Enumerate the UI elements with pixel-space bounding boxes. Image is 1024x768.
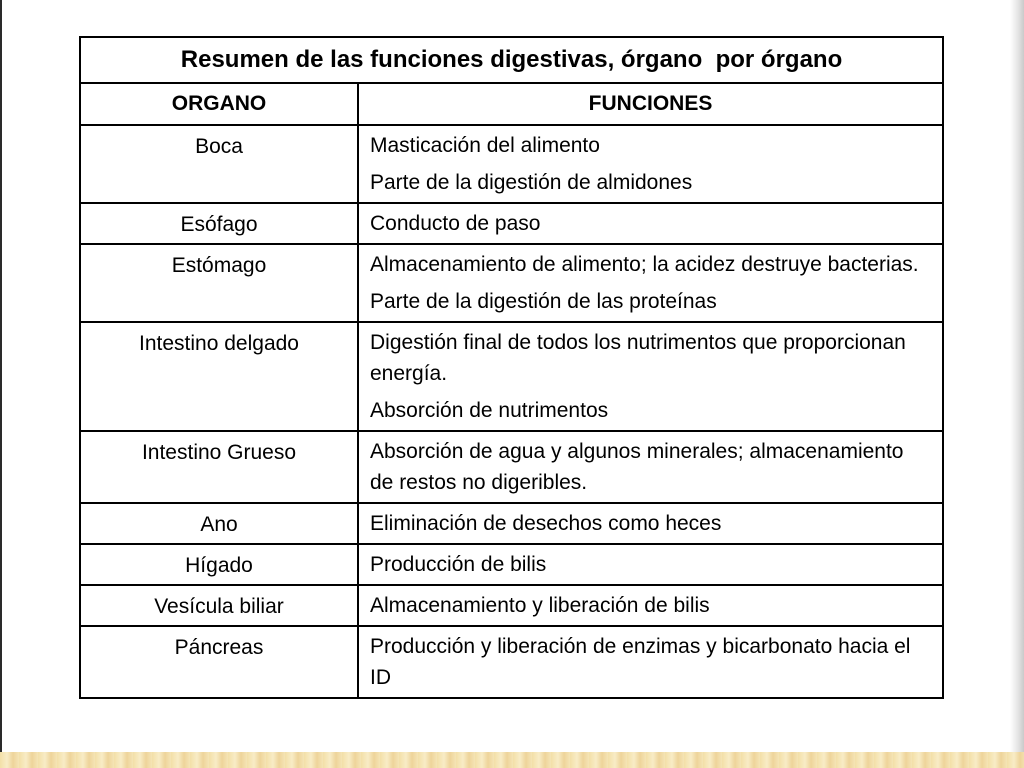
function-item: Producción de bilis xyxy=(370,553,547,576)
table-row xyxy=(80,203,943,244)
function-item: Almacenamiento y liberación de bilis xyxy=(370,594,710,617)
organ-name: Esófago xyxy=(80,203,358,244)
functions-column-header: FUNCIONES xyxy=(358,83,943,125)
table-row xyxy=(80,322,943,431)
slide-left-edge xyxy=(0,0,2,752)
organ-name: Páncreas xyxy=(80,626,358,698)
table-row xyxy=(80,431,943,503)
organ-name: Vesícula biliar xyxy=(80,585,358,626)
organ-functions xyxy=(358,322,943,431)
function-item: Absorción de agua y algunos minerales; almacenamiento de restos no digeribles. xyxy=(370,440,904,494)
title-row xyxy=(80,37,943,83)
table-row xyxy=(80,503,943,544)
function-item: Absorción de nutrimentos xyxy=(370,399,609,422)
function-item: Conducto de paso xyxy=(370,212,541,235)
header-row xyxy=(80,83,943,125)
organ-functions xyxy=(358,626,943,698)
table-row xyxy=(80,244,943,322)
organ-functions xyxy=(358,125,943,203)
table-row xyxy=(80,544,943,585)
table-title: Resumen de las funciones digestivas, órgano por órgano xyxy=(80,37,943,83)
function-item: Eliminación de desechos como heces xyxy=(370,512,722,535)
table-row xyxy=(80,585,943,626)
organ-functions xyxy=(358,203,943,244)
function-item: Producción y liberación de enzimas y bicarbonato hacia el ID xyxy=(370,635,911,689)
function-item: Masticación del alimento xyxy=(370,134,600,157)
organ-functions xyxy=(358,585,943,626)
organ-name: Estómago xyxy=(80,244,358,322)
organ-functions xyxy=(358,431,943,503)
table-row xyxy=(80,125,943,203)
table-row xyxy=(80,626,943,698)
function-item: Parte de la digestión de las proteínas xyxy=(370,290,717,313)
organ-column-header: ORGANO xyxy=(80,83,358,125)
function-item: Parte de la digestión de almidones xyxy=(370,171,693,194)
digestive-functions-table xyxy=(79,36,944,699)
organ-name: Intestino Grueso xyxy=(80,431,358,503)
organ-name: Boca xyxy=(80,125,358,203)
organ-name: Ano xyxy=(80,503,358,544)
table-body xyxy=(80,125,943,698)
organ-functions xyxy=(358,544,943,585)
function-item: Digestión final de todos los nutrimentos que proporcionan energía. xyxy=(370,331,906,385)
organ-name: Intestino delgado xyxy=(80,322,358,431)
organ-name: Hígado xyxy=(80,544,358,585)
slide-right-shadow xyxy=(1010,0,1024,752)
organ-functions xyxy=(358,503,943,544)
function-item: Almacenamiento de alimento; la acidez destruye bacterias. xyxy=(370,253,919,276)
organ-functions xyxy=(358,244,943,322)
decorative-bottom-band xyxy=(0,752,1024,768)
